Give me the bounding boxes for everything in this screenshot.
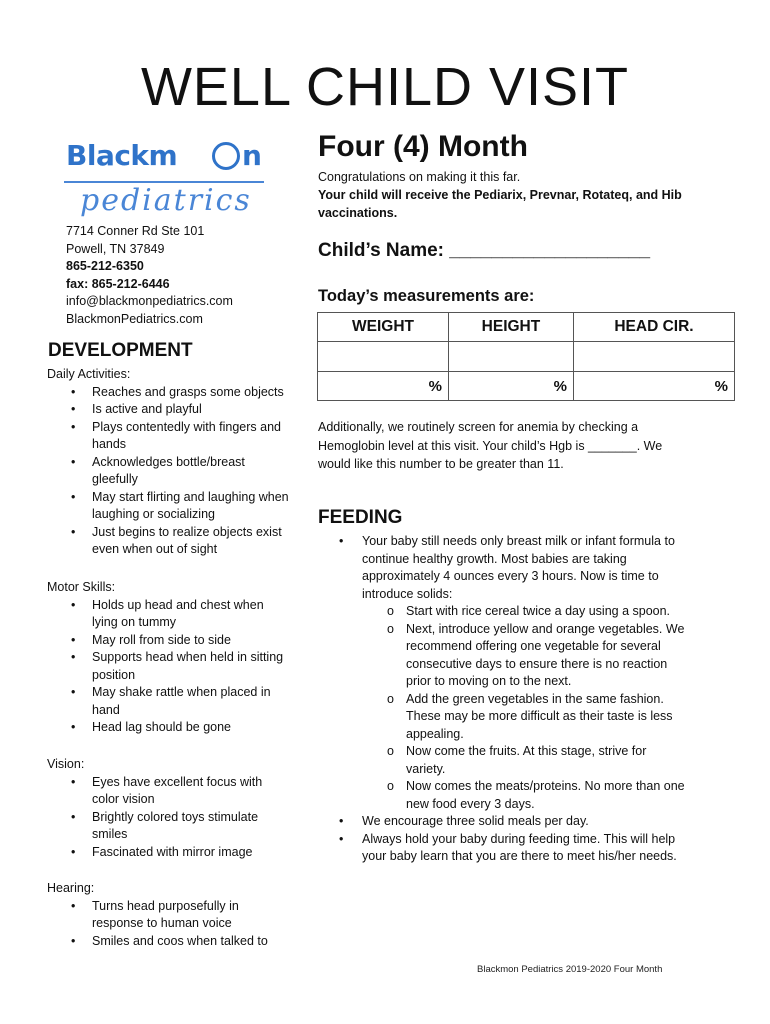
email-link[interactable]: info@blackmonpediatrics.com bbox=[66, 294, 233, 308]
bullet-icon: • bbox=[71, 898, 76, 913]
bullet-icon: • bbox=[71, 844, 76, 859]
table-row bbox=[318, 342, 735, 372]
anemia-paragraph: Additionally, we routinely screen for anemia by checking a Hemoglobin level at this visit. Your child’s Hgb is _______. We would like this number to be greater than 11. bbox=[318, 420, 663, 471]
list-item: o Start with rice cereal twice a day using a spoon. bbox=[362, 603, 688, 621]
table-header-row bbox=[318, 313, 735, 342]
bullet-icon: • bbox=[71, 384, 76, 399]
list-item: • Fascinated with mirror image bbox=[47, 844, 292, 862]
bullet-icon: • bbox=[71, 632, 76, 647]
logo-wordmark: Blackm bbox=[66, 139, 178, 172]
bullet-icon: • bbox=[71, 774, 76, 789]
bullet-icon: • bbox=[71, 933, 76, 948]
weight-value-cell bbox=[318, 342, 449, 372]
list-item: • Head lag should be gone bbox=[47, 719, 292, 737]
circle-bullet-icon: o bbox=[387, 604, 394, 618]
daily-activities-group bbox=[47, 366, 292, 559]
bullet-icon: • bbox=[71, 650, 76, 664]
height-header: HEIGHT bbox=[448, 313, 573, 342]
list-item: • Eyes have excellent focus with color vision bbox=[71, 774, 263, 806]
bullet-icon: • bbox=[71, 419, 76, 434]
vaccines-text: Your child will receive the Pediarix, Prevnar, Rotateq, and Hib vaccinations. bbox=[318, 188, 682, 220]
bullet-icon: • bbox=[71, 489, 76, 504]
blackmon-logo bbox=[64, 135, 264, 221]
list-item: o Now come the fruits. At this stage, strive for variety. bbox=[387, 744, 647, 776]
feeding-heading: FEEDING bbox=[318, 507, 403, 528]
daily-activities-label: Daily Activities: bbox=[47, 367, 131, 381]
head-cir-value-cell bbox=[573, 342, 734, 372]
measurements-table bbox=[317, 312, 735, 401]
logo-wordmark-end: n bbox=[242, 139, 262, 172]
head-cir-percentile-cell: % bbox=[573, 372, 734, 401]
measurements-title: Today’s measurements are: bbox=[318, 287, 535, 305]
vision-group bbox=[47, 756, 292, 861]
list-item: • Holds up head and chest when lying on tummy bbox=[71, 597, 264, 629]
list-item: • Brightly colored toys stimulate smiles bbox=[71, 809, 259, 841]
clinic-address bbox=[66, 223, 233, 328]
city: Powell, TN 37849 bbox=[66, 241, 165, 256]
bullet-icon: • bbox=[339, 831, 344, 846]
bullet-icon: • bbox=[71, 402, 76, 416]
logo-subtitle: pediatrics bbox=[80, 183, 252, 218]
bullet-icon: • bbox=[71, 685, 76, 699]
list-item: o Now comes the meats/proteins. No more than one new food every 3 days. bbox=[387, 779, 685, 811]
circle-bullet-icon: o bbox=[387, 744, 394, 758]
motor-skills-label: Motor Skills: bbox=[47, 580, 116, 594]
list-item: • Always hold your baby during feeding time. This will help your baby learn that you are there to meet his/her needs. bbox=[339, 831, 677, 863]
circle-bullet-icon: o bbox=[387, 691, 394, 706]
visit-subtitle: Four (4) Month bbox=[318, 130, 528, 163]
motor-skills-group bbox=[47, 579, 292, 737]
head-cir-header: HEAD CIR. bbox=[573, 313, 734, 342]
smiley-face-icon bbox=[212, 142, 240, 170]
weight-header: WEIGHT bbox=[318, 313, 449, 342]
child-name-field: Child’s Name: ___________________ bbox=[318, 240, 651, 261]
weight-percentile-cell: % bbox=[318, 372, 449, 401]
vision-label: Vision: bbox=[47, 757, 85, 771]
development-heading: DEVELOPMENT bbox=[48, 340, 193, 361]
hearing-group bbox=[47, 880, 292, 950]
feeding-steps bbox=[362, 603, 688, 813]
page-footer: Blackmon Pediatrics 2019-2020 Four Month bbox=[477, 964, 663, 975]
hearing-label: Hearing: bbox=[47, 881, 95, 895]
list-item: o Add the green vegetables in the same fashion. These may be more difficult as their taste is less appealing. bbox=[387, 691, 673, 741]
list-item: • Acknowledges bottle/breast gleefully bbox=[71, 454, 245, 486]
bullet-icon: • bbox=[339, 534, 344, 548]
list-item: • May roll from side to side bbox=[47, 632, 292, 650]
bullet-icon: • bbox=[71, 524, 76, 539]
congrats-text: Congratulations on making it this far. bbox=[318, 170, 521, 184]
height-value-cell bbox=[448, 342, 573, 372]
website-link[interactable]: BlackmonPediatrics.com bbox=[66, 311, 203, 326]
height-percentile-cell: % bbox=[448, 372, 573, 401]
list-item: • Just begins to realize objects exist even when out of sight bbox=[71, 524, 282, 556]
list-item: o Next, introduce yellow and orange vegetables. We recommend offering one vegetable for several consecutive days to ensure there is no reaction prior to moving on to the next. bbox=[387, 621, 685, 688]
bullet-icon: • bbox=[71, 720, 76, 734]
list-item: • Turns head purposefully in response to human voice bbox=[71, 898, 239, 930]
bullet-icon: • bbox=[339, 814, 344, 828]
list-item: • Is active and playful bbox=[47, 401, 292, 419]
list-item: • May start flirting and laughing when laughing or socializing bbox=[71, 489, 289, 521]
list-item bbox=[318, 533, 688, 813]
list-item: • Supports head when held in sitting position bbox=[71, 650, 284, 682]
page-title: WELL CHILD VISIT bbox=[140, 57, 630, 117]
feeding-list bbox=[318, 533, 688, 866]
bullet-icon: • bbox=[71, 454, 76, 469]
fax: fax: 865-212-6446 bbox=[66, 276, 170, 291]
circle-bullet-icon: o bbox=[387, 779, 394, 793]
list-item: • Reaches and grasps some objects bbox=[47, 384, 292, 402]
list-item: • May shake rattle when placed in hand bbox=[71, 685, 271, 717]
list-item: • Plays contentedly with fingers and hands bbox=[71, 419, 281, 451]
circle-bullet-icon: o bbox=[387, 621, 394, 636]
bullet-icon: • bbox=[71, 597, 76, 612]
table-row bbox=[318, 372, 735, 401]
street: 7714 Conner Rd Ste 101 bbox=[66, 224, 205, 238]
phone: 865-212-6350 bbox=[66, 259, 144, 273]
feeding-intro: Your baby still needs only breast milk or infant formula to continue healthy growth. Most babies are taking approximately 4 ounces every 3 hours. Now is time to introduce solids: bbox=[362, 534, 675, 601]
list-item: • We encourage three solid meals per day. bbox=[318, 813, 688, 831]
list-item: • Smiles and coos when talked to bbox=[47, 933, 292, 951]
bullet-icon: • bbox=[71, 809, 76, 824]
visit-header bbox=[318, 128, 718, 222]
